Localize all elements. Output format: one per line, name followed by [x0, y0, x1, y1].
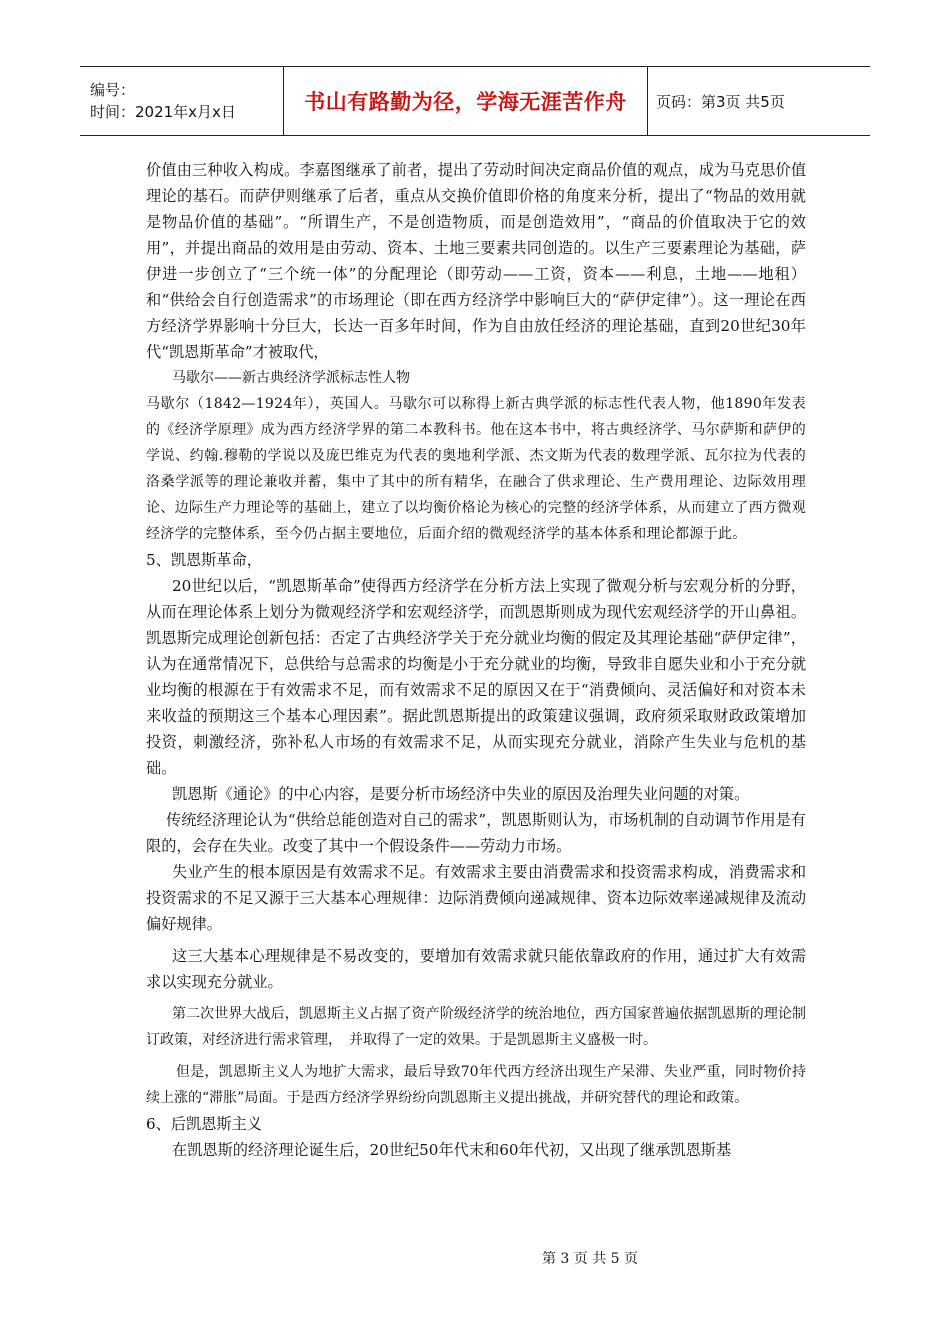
header-motto: 书山有路勤为径，学海无涯苦作舟: [304, 90, 627, 114]
section-subtitle: 马歇尔——新古典经济学派标志性人物: [172, 370, 410, 386]
paragraph: 20世纪以后，“凯恩斯革命”使得西方经济学在分析方法上实现了微观分析与宏观分析的分野，从而在理论体系上划分为微观经济学和宏观经济学，而凯恩斯则成为现代宏观经济学的开山鼻祖。凯恩斯完成理论创新包括：否定了古典经济学关于充分就业均衡的假定及其理论基础“萨伊定律”，认为在通常情况下，总供给与总需求的均衡是小于充分就业的均衡，导致非自愿失业和小于充分就业均衡的根源在于有效需求不足，而有效需求不足的原因又在于“消费倾向、灵活偏好和对资本未来收益的预期这三个基本心理因素”。据此凯恩斯提出的政策建议强调，政府须采取财政政策增加投资，刺激经济，弥补私人市场的有效需求不足，从而实现充分就业，消除产生失业与危机的基础。: [146, 577, 806, 777]
paragraph: 失业产生的根本原因是有效需求不足。有效需求主要由消费需求和投资需求构成，消费需求和投资需求的不足又源于三大基本心理规律：边际消费倾向递减规律、资本边际效率递减规律及流动偏好规律。: [146, 863, 806, 933]
document-date: 时间：2021年x月x日: [90, 103, 236, 121]
paragraph: 凯恩斯《通论》的中心内容，是要分析市场经济中失业的原因及治理失业问题的对策。: [172, 785, 750, 803]
paragraph: 这三大基本心理规律是不易改变的，要增加有效需求就只能依靠政府的作用，通过扩大有效需求以实现充分就业。: [146, 947, 806, 991]
section-heading: 5、凯恩斯革命，: [146, 551, 262, 569]
paragraph: 但是，凯恩斯主义人为地扩大需求，最后导致70年代西方经济出现生产呆滞、失业严重，同时物价持续上涨的“滞胀”局面。于是西方经济学界纷纷向凯恩斯主义提出挑战，并研究替代的理论和政策。: [146, 1064, 806, 1106]
paragraph: 价值由三种收入构成。李嘉图继承了前者，提出了劳动时间决定商品价值的观点，成为马克思价值理论的基石。而萨伊则继承了后者，重点从交换价值即价格的角度来分析，提出了“物品的效用就是物品价值的基础”。“所谓生产，不是创造物质，而是创造效用”，“商品的价值取决于它的效用”，并提出商品的效用是由劳动、资本、土地三要素共同创造的。以生产三要素理论为基础，萨伊进一步创立了“三个统一体”的分配理论（即劳动——工资，资本——利息，土地——地租）和“供给会自行创造需求”的市场理论（即在西方经济学中影响巨大的“萨伊定律”）。这一理论在西方经济学界影响十分巨大，长达一百多年时间，作为自由放任经济的理论基础，直到20世纪30年代“凯恩斯革命”才被取代，: [146, 161, 806, 361]
section-heading: 6、后凯恩斯主义: [146, 1115, 262, 1133]
header-meta: [80, 67, 283, 135]
paragraph: 第二次世界大战后，凯恩斯主义占据了资产阶级经济学的统治地位，西方国家普遍依据凯恩斯的理论制订政策，对经济进行需求管理， 并取得了一定的效果。于是凯恩斯主义盛极一时。: [146, 1006, 806, 1048]
page-header: [80, 66, 870, 136]
document-number: 编号：: [90, 81, 136, 99]
document-body: [146, 157, 806, 1163]
header-page-cell: [648, 67, 870, 135]
paragraph: 传统经济理论认为“供给总能创造对自己的需求”，凯恩斯则认为，市场机制的自动调节作用是有限的，会存在失业。改变了其中一个假设条件——劳动力市场。: [146, 811, 806, 855]
page-footer: [0, 1248, 950, 1268]
paragraph: 在凯恩斯的经济理论诞生后，20世纪50年代末和60年代初，又出现了继承凯恩斯基: [172, 1141, 732, 1159]
header-page-number: 页码：第3页 共5页: [656, 92, 785, 111]
paragraph: 马歇尔（1842—1924年），英国人。马歇尔可以称得上新古典学派的标志性代表人物，他1890年发表的《经济学原理》成为西方经济学界的第二本教科书。他在这本书中，将古典经济学、马尔萨斯和萨伊的学说、约翰.穆勒的学说以及庞巴维克为代表的奥地利学派、杰文斯为代表的数理学派、瓦尔拉为代表的洛桑学派等的理论兼收并蓄，集中了其中的所有精华，在融合了供求理论、生产费用理论、边际效用理论、边际生产力理论等的基础上，建立了以均衡价格论为核心的完整的经济学体系，从而建立了西方微观经济学的完整体系，至今仍占据主要地位，后面介绍的微观经济学的基本体系和理论都源于此。: [146, 396, 806, 542]
header-motto-cell: [283, 67, 648, 135]
footer-page-number: 第 3 页 共 5 页: [541, 1251, 639, 1267]
